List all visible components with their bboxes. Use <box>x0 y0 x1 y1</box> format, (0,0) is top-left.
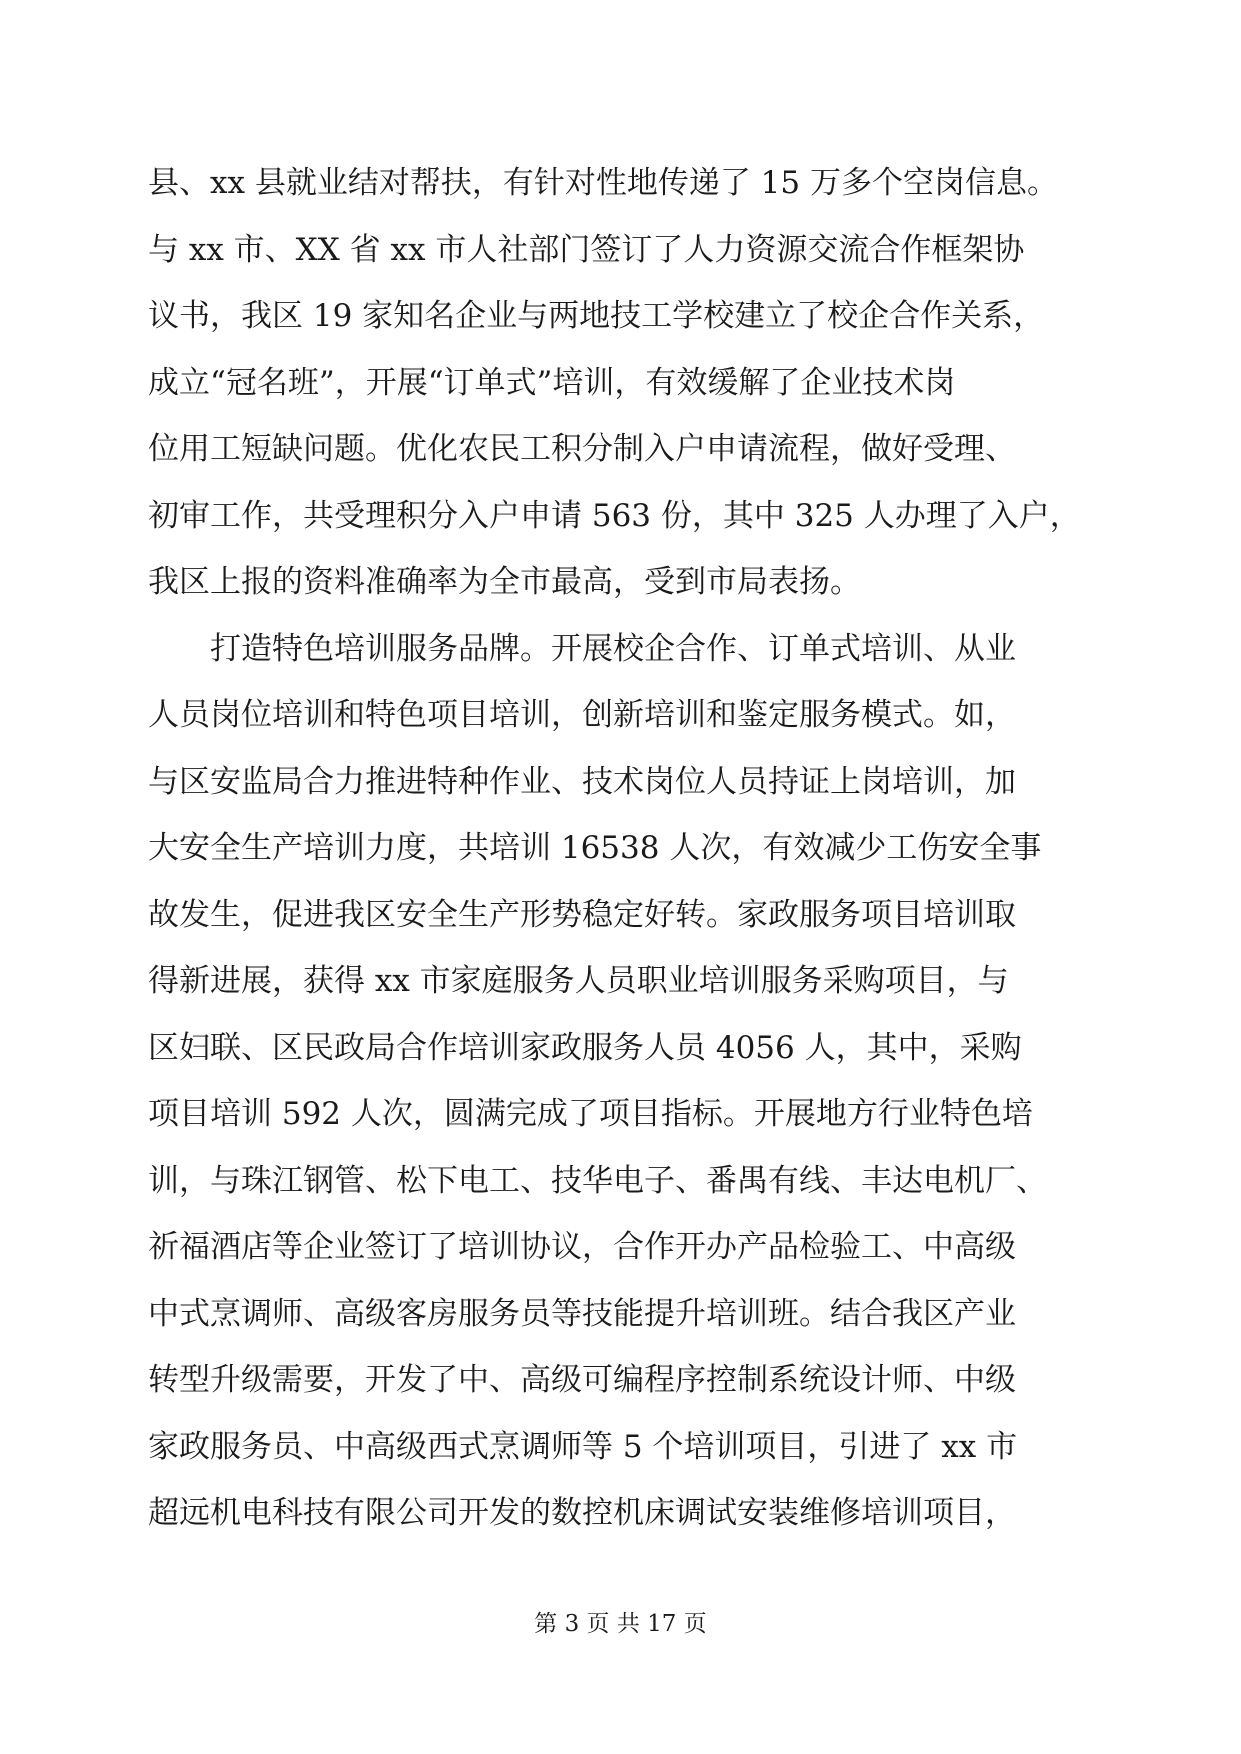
text-line: 祈福酒店等企业签订了培训协议，合作开办产品检验工、中高级 <box>148 1229 1016 1265</box>
text-line: 中式烹调师、高级客房服务员等技能提升培训班。结合我区产业 <box>148 1295 1016 1332</box>
text-line: 位用工短缺问题。优化农民工积分制入户申请流程，做好受理、 <box>148 431 1016 467</box>
text-line: 转型升级需要，开发了中、高级可编程序控制系统设计师、中级 <box>148 1362 1016 1398</box>
text-line: 故发生，促进我区安全生产形势稳定好转。家政服务项目培训取 <box>148 896 1016 933</box>
text-line: 初审工作，共受理积分入户申请 563 份，其中 325 人办理了入户， <box>148 497 1081 534</box>
text-line: 区妇联、区民政局合作培训家政服务人员 4056 人，其中，采购 <box>148 1029 1022 1066</box>
text-line: 与区安监局合力推进特种作业、技术岗位人员持证上岗培训，加 <box>148 763 1016 800</box>
text-line: 我区上报的资料准确率为全市最高，受到市局表扬。 <box>148 564 861 600</box>
text-line: 超远机电科技有限公司开发的数控机床调试安装维修培训项目， <box>148 1495 1016 1531</box>
text-line: 议书，我区 19 家知名企业与两地技工学校建立了校企合作关系， <box>148 298 1045 334</box>
text-line: 与 xx 市、XX 省 xx 市人社部门签订了人力资源交流合作框架协 <box>148 231 1025 268</box>
text-line: 大安全生产培训力度，共培训 16538 人次，有效减少工伤安全事 <box>148 830 1042 866</box>
text-line: 成立“冠名班”，开展“订单式”培训，有效缓解了企业技术岗 <box>148 364 956 401</box>
text-line: 训，与珠江钢管、松下电工、技华电子、番禺有线、丰达电机厂、 <box>148 1162 1047 1199</box>
text-line: 项目培训 592 人次，圆满完成了项目指标。开展地方行业特色培 <box>148 1096 1033 1132</box>
text-line: 人员岗位培训和特色项目培训，创新培训和鉴定服务模式。如， <box>148 697 1016 733</box>
text-line: 打造特色培训服务品牌。开展校企合作、订单式培训、从业 <box>148 630 1016 667</box>
text-line: 家政服务员、中高级西式烹调师等 5 个培训项目，引进了 xx 市 <box>148 1428 1018 1465</box>
body-text <box>148 150 1093 1547</box>
page-number-footer: 第 3 页 共 17 页 <box>534 1611 707 1637</box>
text-line: 得新进展，获得 xx 市家庭服务人员职业培训服务采购项目，与 <box>148 963 1009 999</box>
text-line: 县、xx 县就业结对帮扶，有针对性地传递了 15 万多个空岗信息。 <box>148 165 1058 201</box>
